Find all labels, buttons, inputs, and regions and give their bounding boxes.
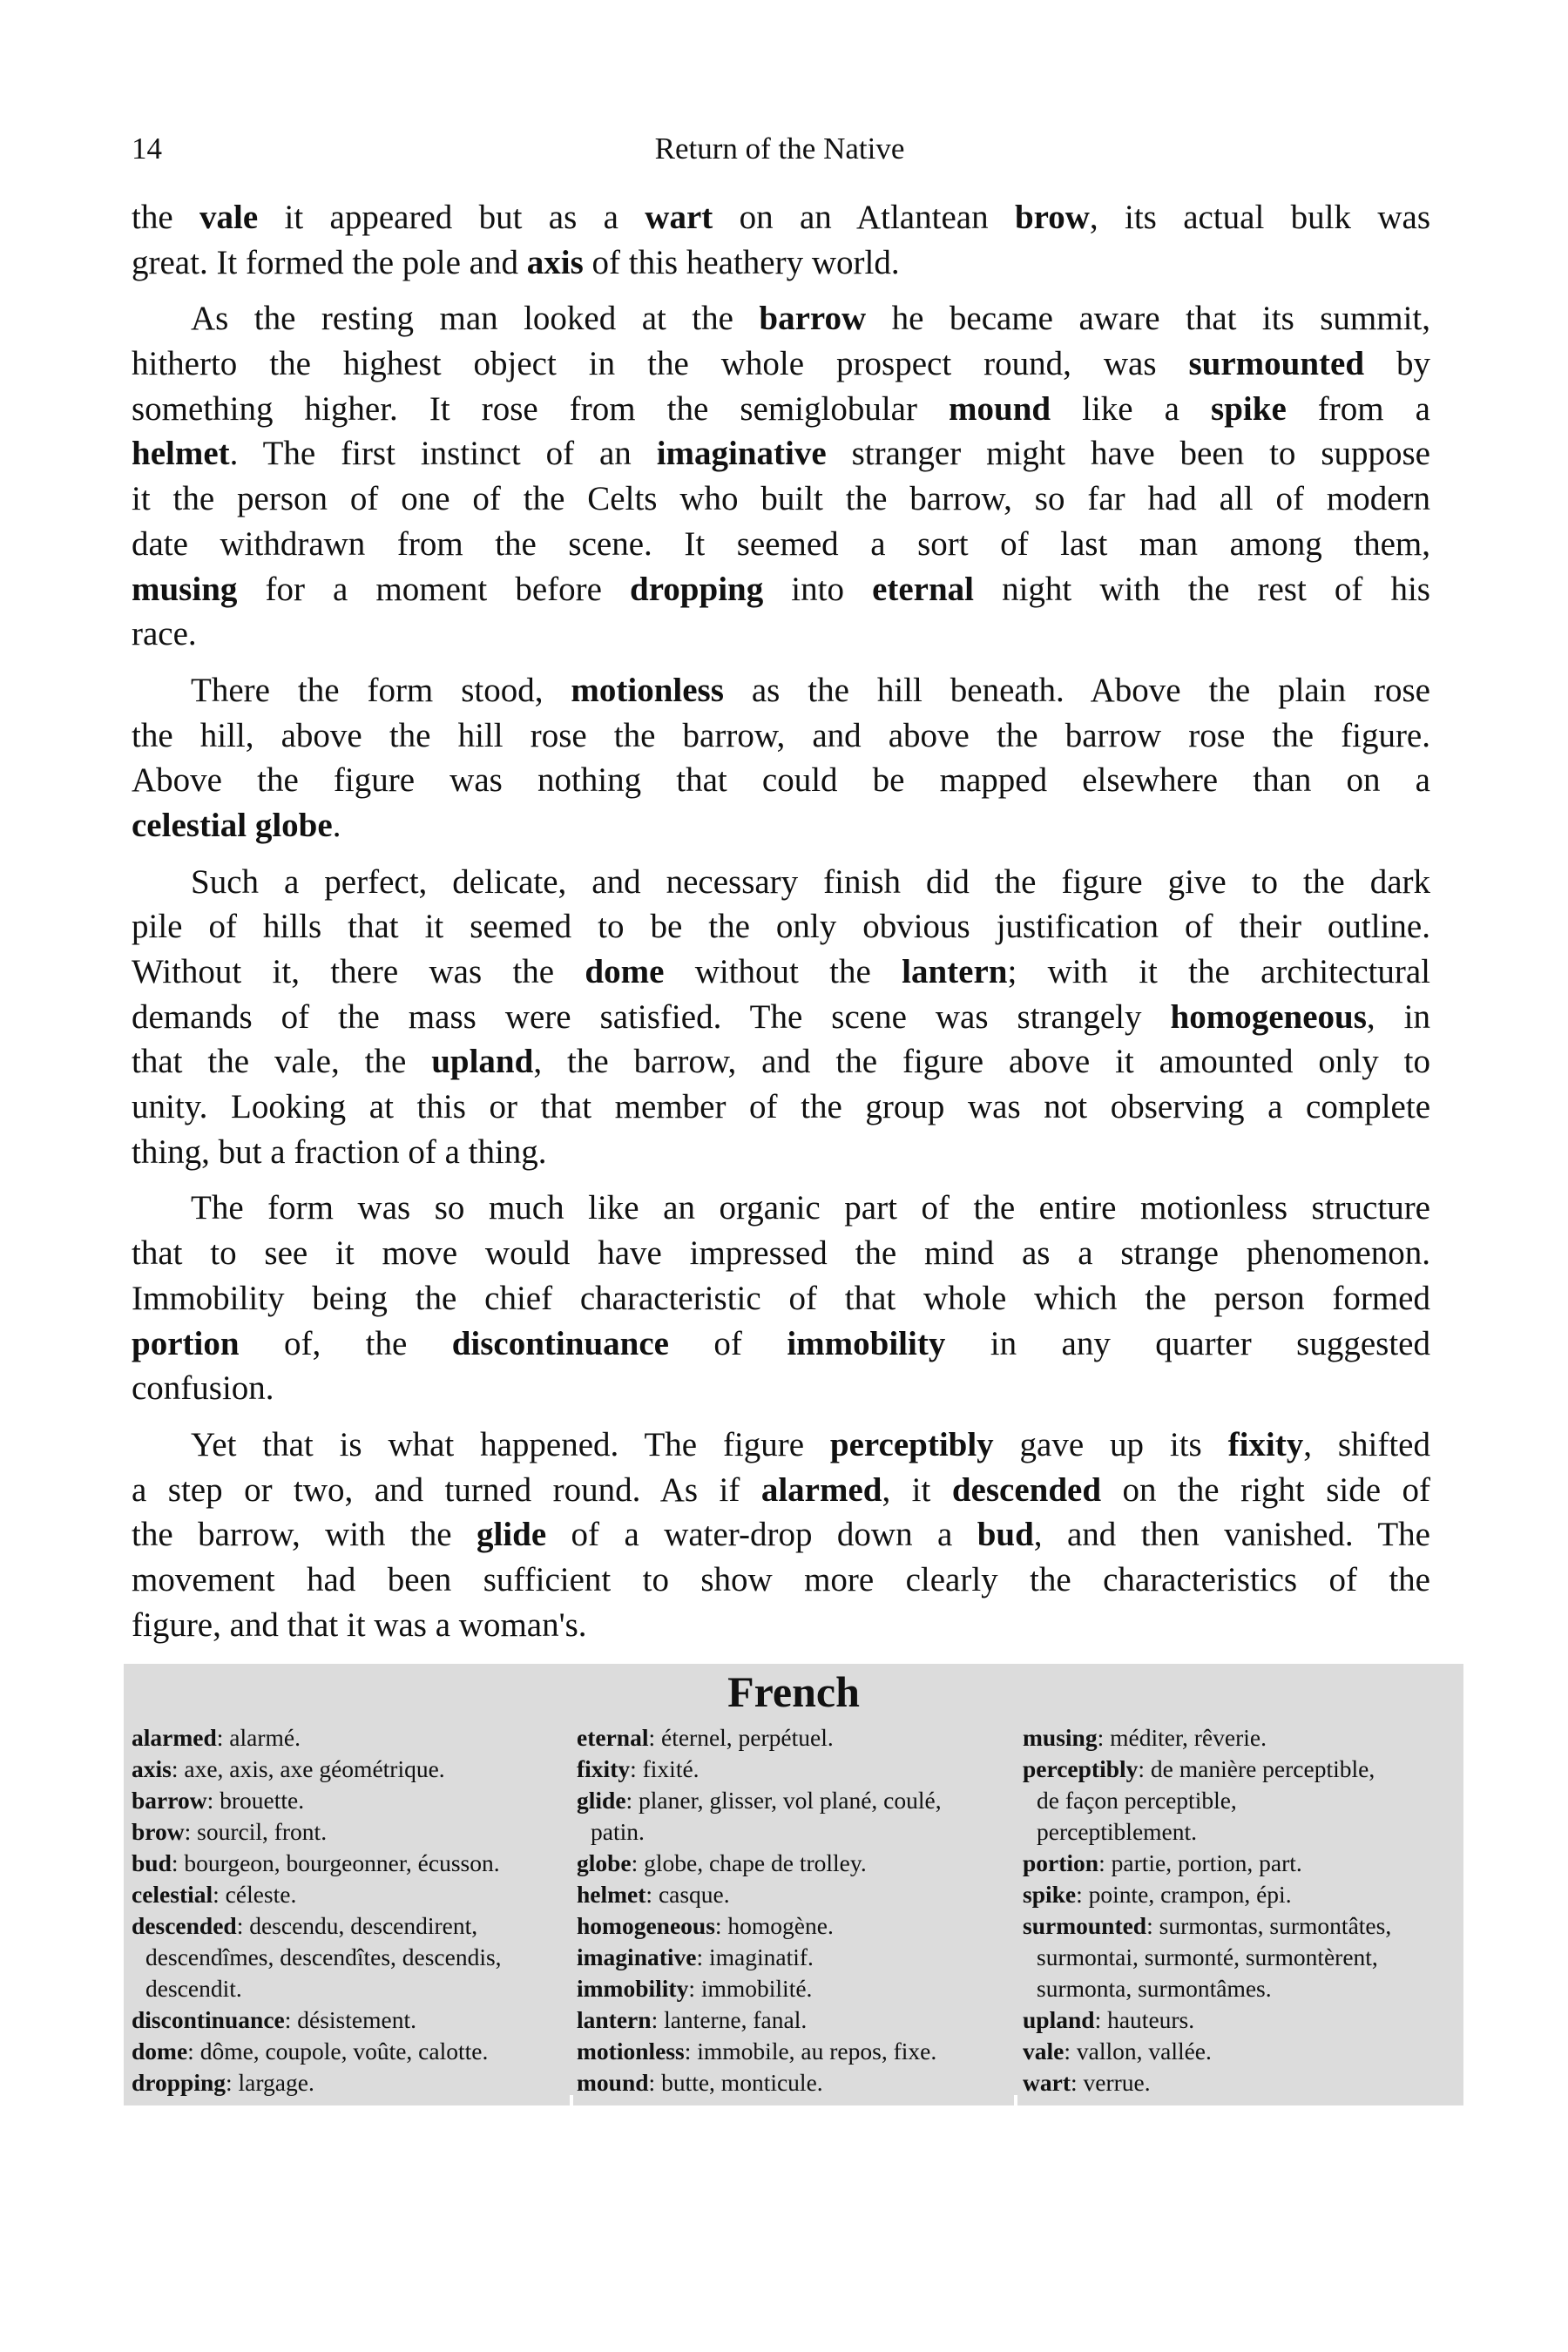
glossary-entry [577, 1879, 942, 1910]
text-run: of a water-drop down a [546, 1516, 977, 1554]
text-run: figure, and that it was a woman's. [132, 1605, 587, 1644]
text-line [132, 713, 1430, 759]
glossary-line: surmounted: surmontas, surmontâtes, [1023, 1912, 1392, 1939]
glossary-definition: hauteurs. [1107, 2006, 1195, 2033]
glossary-definition: imaginatif. [709, 1943, 814, 1970]
vocabulary-word: descended [951, 1470, 1102, 1509]
text-run: hitherto the highest object in the whole prospect round, was [132, 345, 1189, 383]
glossary-line: dropping: largage. [132, 2069, 314, 2096]
glossary-line [132, 1942, 502, 1973]
text-run: that the vale, the [132, 1043, 432, 1081]
text-run: The form was so much like an organic part of the entire motionless structure [191, 1189, 1430, 1227]
vocabulary-word: perceptibly [829, 1425, 994, 1463]
text-run: gave up its [993, 1425, 1228, 1463]
glossary-term: eternal [577, 1724, 649, 1751]
page-number: 14 [132, 132, 162, 166]
text-run: , shifted [1303, 1425, 1430, 1463]
text-run: ; with it the architectural [1007, 953, 1430, 990]
glossary-line: lantern: lanterne, fanal. [577, 2006, 808, 2033]
text-line [132, 1130, 1430, 1175]
text-line [132, 1468, 1430, 1513]
glossary-term: vale [1023, 2038, 1064, 2065]
text-run: Such a perfect, delicate, and necessary finish did the figure give to the dark [191, 862, 1430, 901]
text-run: Without it, there was the [132, 953, 585, 990]
vocabulary-word: dropping [630, 570, 764, 608]
glossary-line [577, 1816, 942, 1848]
glossary-line [1023, 1942, 1391, 1973]
text-line [132, 758, 1430, 803]
glossary-term: helmet [577, 1881, 646, 1908]
paragraph [132, 860, 1430, 1175]
glossary-column [1023, 1722, 1391, 2099]
glossary-line: glide: planer, glisser, vol plané, coulé, [577, 1787, 942, 1814]
text-run: it appeared but as a [258, 199, 645, 236]
text-run: . The first instinct of an [229, 435, 657, 473]
text-line [132, 1603, 1430, 1648]
glossary-entry [577, 2067, 942, 2099]
text-run: , and then vanished. The [1033, 1516, 1430, 1554]
glossary-line: mound: butte, monticule. [577, 2069, 823, 2096]
glossary-line: wart: verrue. [1023, 2069, 1151, 2096]
vocabulary-word: lantern [902, 953, 1008, 990]
glossary-term: musing [1023, 1724, 1098, 1751]
text-run: from a [1286, 389, 1430, 428]
glossary-definition: largage. [238, 2069, 314, 2096]
text-line [132, 1512, 1430, 1558]
glossary-definition: surmonta, surmontâmes. [1037, 1975, 1272, 2002]
vocabulary-word: celestial globe [132, 806, 333, 844]
text-run: for a moment before [237, 570, 631, 608]
text-line [132, 1558, 1430, 1603]
text-run: unity. Looking at this or that member of the group was not observing a complete [132, 1088, 1430, 1126]
glossary-definition: verrue. [1083, 2069, 1151, 2096]
glossary-term: spike [1023, 1881, 1077, 1908]
glossary-entry [132, 2067, 502, 2099]
glossary-definition: de manière perceptible, [1150, 1755, 1375, 1782]
glossary-line: immobility: immobilité. [577, 1975, 813, 2002]
glossary-line: imaginative: imaginatif. [577, 1943, 814, 1970]
text-run: something higher. It rose from the semiglobular [132, 389, 950, 428]
glossary-entry [1023, 1910, 1391, 2004]
paragraph [132, 296, 1430, 657]
glossary-line: discontinuance: désistement. [132, 2006, 416, 2033]
vocabulary-word: immobility [787, 1324, 946, 1362]
glossary-term: axis [132, 1755, 172, 1782]
glossary-entry [577, 1785, 942, 1848]
glossary-definition: globe, chape de trolley. [644, 1849, 867, 1876]
glossary-entry [1023, 1879, 1391, 1910]
text-line [132, 904, 1430, 950]
glossary-term: immobility [577, 1975, 689, 2002]
text-run: stranger might have been to suppose [826, 435, 1430, 473]
text-run: , the barrow, and the figure above it amounted only to [533, 1043, 1430, 1081]
vocabulary-word: wart [645, 199, 713, 236]
glossary-line: portion: partie, portion, part. [1023, 1849, 1302, 1876]
glossary-definition: patin. [591, 1818, 645, 1845]
glossary-entry [1023, 2036, 1391, 2067]
glossary-definition: descendîmes, descendîtes, descendis, [145, 1943, 502, 1970]
column-divider [1014, 2095, 1017, 2105]
vocabulary-word: barrow [759, 300, 867, 338]
text-line [132, 1366, 1430, 1411]
glossary-entry [577, 1722, 942, 1754]
glossary-entry [132, 2004, 502, 2036]
glossary-definition: descendu, descendirent, [249, 1912, 478, 1939]
glossary-definition: butte, monticule. [661, 2069, 823, 2096]
glossary-line: celestial: céleste. [132, 1881, 297, 1908]
glossary-term: alarmed [132, 1724, 217, 1751]
paragraph [132, 1423, 1430, 1647]
vocabulary-word: homogeneous [1170, 997, 1367, 1036]
glossary-term: portion [1023, 1849, 1099, 1876]
text-run: , in [1366, 997, 1430, 1036]
glossary-column [132, 1722, 502, 2099]
vocabulary-word: musing [132, 570, 238, 608]
text-line [132, 296, 1430, 341]
glossary-title: French [727, 1667, 860, 1716]
text-line [132, 860, 1430, 905]
glossary-definition: pointe, crampon, épi. [1088, 1881, 1292, 1908]
column-divider [570, 2095, 573, 2105]
paragraph [132, 1186, 1430, 1410]
running-title: Return of the Native [654, 132, 905, 166]
text-run: it the person of one of the Celts who built the barrow, so far had all of modern [132, 480, 1430, 518]
vocabulary-word: bud [977, 1516, 1034, 1554]
text-run: There the form stood, [191, 671, 571, 709]
glossary-entry [577, 1942, 942, 1973]
glossary-definition: surmontas, surmontâtes, [1159, 1912, 1392, 1939]
text-run: of [668, 1324, 787, 1362]
text-run: As the resting man looked at the [191, 300, 760, 338]
glossary-line [132, 1973, 502, 2004]
glossary-line [1023, 1785, 1391, 1816]
glossary-term: dome [132, 2038, 188, 2065]
vocabulary-word: surmounted [1188, 345, 1365, 383]
text-run: like a [1051, 389, 1212, 428]
paragraph [132, 195, 1430, 285]
text-run: into [763, 570, 873, 608]
text-run: a step or two, and turned round. As if [132, 1470, 761, 1509]
text-run: movement had been sufficient to show more clearly the characteristics of the [132, 1560, 1430, 1598]
glossary-entry [132, 1848, 502, 1879]
glossary-entry [132, 1754, 502, 1785]
glossary-term: celestial [132, 1881, 213, 1908]
glossary-line: globe: globe, chape de trolley. [577, 1849, 867, 1876]
glossary-entry [1023, 1848, 1391, 1879]
glossary-line: dome: dôme, coupole, voûte, calotte. [132, 2038, 489, 2065]
glossary-definition: éternel, perpétuel. [660, 1724, 834, 1751]
glossary-line: barrow: brouette. [132, 1787, 305, 1814]
text-run: demands of the mass were satisfied. The scene was strangely [132, 997, 1171, 1036]
glossary-entry [1023, 2067, 1391, 2099]
glossary-line: axis: axe, axis, axe géométrique. [132, 1755, 445, 1782]
vocabulary-word: motionless [571, 671, 724, 709]
glossary-entry [132, 1816, 502, 1848]
text-run: Yet that is what happened. The figure [191, 1425, 830, 1463]
text-run: thing, but a fraction of a thing. [132, 1132, 547, 1171]
glossary-entry [132, 1785, 502, 1816]
glossary-term: upland [1023, 2006, 1095, 2033]
glossary-line: perceptibly: de manière perceptible, [1023, 1755, 1375, 1782]
text-line [132, 950, 1430, 995]
glossary-term: imaginative [577, 1943, 697, 1970]
text-run: that to see it move would have impressed the mind as a strange phenomenon. [132, 1234, 1430, 1273]
glossary-entry [577, 1910, 942, 1942]
text-run: on the right side of [1101, 1470, 1430, 1509]
glossary-term: surmounted [1023, 1912, 1147, 1939]
glossary-line: upland: hauteurs. [1023, 2006, 1195, 2033]
vocabulary-word: dome [585, 953, 665, 990]
glossary-term: barrow [132, 1787, 207, 1814]
glossary-term: dropping [132, 2069, 226, 2096]
glossary-line: bud: bourgeon, bourgeonner, écusson. [132, 1849, 500, 1876]
text-line [132, 476, 1430, 522]
glossary-definition: homogène. [727, 1912, 834, 1939]
text-run: the barrow, with the [132, 1516, 476, 1554]
glossary-box [124, 1664, 1463, 2105]
vocabulary-word: axis [526, 243, 584, 281]
text-line [132, 1423, 1430, 1468]
glossary-entry [1023, 2004, 1391, 2036]
glossary-column [577, 1722, 942, 2099]
text-run: he became aware that its summit, [866, 300, 1430, 338]
text-run: the [132, 199, 199, 236]
vocabulary-word: mound [949, 389, 1051, 428]
glossary-term: globe [577, 1849, 632, 1876]
glossary-line: fixity: fixité. [577, 1755, 700, 1782]
glossary-line: alarmed: alarmé. [132, 1724, 301, 1751]
glossary-line [1023, 1973, 1391, 2004]
glossary-definition: méditer, rêverie. [1110, 1724, 1267, 1751]
glossary-line [1023, 1816, 1391, 1848]
text-run: on an Atlantean [713, 199, 1015, 236]
glossary-entry [132, 2036, 502, 2067]
text-line [132, 1186, 1430, 1231]
vocabulary-word: brow [1014, 199, 1090, 236]
glossary-definition: descendit. [145, 1975, 242, 2002]
glossary-line: musing: méditer, rêverie. [1023, 1724, 1267, 1751]
vocabulary-word: vale [199, 199, 259, 236]
glossary-definition: brouette. [220, 1787, 305, 1814]
glossary-definition: fixité. [642, 1755, 700, 1782]
text-run: , its actual bulk was [1089, 199, 1430, 236]
glossary-line: descended: descendu, descendirent, [132, 1912, 478, 1939]
glossary-term: bud [132, 1849, 172, 1876]
glossary-definition: sourcil, front. [197, 1818, 328, 1845]
glossary-entry [1023, 1722, 1391, 1754]
vocabulary-word: alarmed [760, 1470, 882, 1509]
glossary-term: lantern [577, 2006, 652, 2033]
text-run: Immobility being the chief characteristic of that whole which the person formed [132, 1279, 1430, 1317]
glossary-term: motionless [577, 2038, 685, 2065]
text-line [132, 387, 1430, 432]
glossary-line: spike: pointe, crampon, épi. [1023, 1881, 1292, 1908]
glossary-definition: casque. [658, 1881, 730, 1908]
glossary-definition: planer, glisser, vol plané, coulé, [639, 1787, 942, 1814]
text-line [132, 668, 1430, 713]
glossary-line: eternal: éternel, perpétuel. [577, 1724, 834, 1751]
glossary-entry [132, 1910, 502, 2004]
text-line [132, 612, 1430, 657]
text-line [132, 1085, 1430, 1130]
text-line [132, 567, 1430, 612]
text-line [132, 803, 1430, 848]
glossary-definition: vallon, vallée. [1076, 2038, 1212, 2065]
glossary-entry [132, 1722, 502, 1754]
vocabulary-word: portion [132, 1324, 240, 1362]
text-run: date withdrawn from the scene. It seemed a sort of last man among them, [132, 524, 1430, 563]
text-run: of this heathery world. [583, 243, 900, 281]
text-run: the hill, above the hill rose the barrow, and above the barrow rose the figure. [132, 716, 1430, 754]
glossary-definition: céleste. [225, 1881, 297, 1908]
vocabulary-word: fixity [1227, 1425, 1304, 1463]
glossary-term: glide [577, 1787, 626, 1814]
text-run: by [1364, 345, 1431, 383]
text-line [132, 522, 1430, 567]
vocabulary-word: helmet [132, 435, 230, 473]
text-line [132, 240, 1430, 286]
glossary-definition: perceptiblement. [1037, 1818, 1198, 1845]
text-line [132, 1039, 1430, 1085]
text-run: without the [664, 953, 902, 990]
text-run: in any quarter suggested [945, 1324, 1430, 1362]
text-line [132, 1231, 1430, 1276]
glossary-definition: dôme, coupole, voûte, calotte. [199, 2038, 489, 2065]
vocabulary-word: eternal [872, 570, 975, 608]
glossary-entry [577, 2004, 942, 2036]
glossary-term: wart [1023, 2069, 1071, 2096]
glossary-term: descended [132, 1912, 237, 1939]
glossary-line: brow: sourcil, front. [132, 1818, 328, 1845]
glossary-entry [577, 1754, 942, 1785]
text-line [132, 1321, 1430, 1367]
glossary-entry [577, 1973, 942, 2004]
text-line [132, 431, 1430, 476]
glossary-line: helmet: casque. [577, 1881, 730, 1908]
text-run: Above the figure was nothing that could be mapped elsewhere than on a [132, 761, 1430, 800]
text-run: race. [132, 615, 197, 653]
glossary-line: motionless: immobile, au repos, fixe. [577, 2038, 937, 2065]
vocabulary-word: imaginative [656, 435, 827, 473]
glossary-entry [132, 1879, 502, 1910]
glossary-entry [577, 2036, 942, 2067]
text-line [132, 995, 1430, 1040]
glossary-term: mound [577, 2069, 649, 2096]
glossary-definition: surmontai, surmonté, surmontèrent, [1037, 1943, 1378, 1970]
text-run: , it [882, 1470, 952, 1509]
text-line [132, 1276, 1430, 1321]
glossary-term: homogeneous [577, 1912, 715, 1939]
text-line [132, 341, 1430, 387]
glossary-line: vale: vallon, vallée. [1023, 2038, 1212, 2065]
glossary-line: homogeneous: homogène. [577, 1912, 834, 1939]
glossary-definition: lanterne, fanal. [664, 2006, 808, 2033]
vocabulary-word: discontinuance [451, 1324, 669, 1362]
text-run: as the hill beneath. Above the plain rose [723, 671, 1430, 709]
vocabulary-word: glide [476, 1516, 547, 1554]
text-run: of, the [239, 1324, 452, 1362]
paragraph [132, 668, 1430, 848]
text-run: pile of hills that it seemed to be the only obvious justification of their outline. [132, 908, 1430, 946]
glossary-term: perceptibly [1023, 1755, 1139, 1782]
glossary-term: brow [132, 1818, 185, 1845]
glossary-definition: partie, portion, part. [1111, 1849, 1302, 1876]
vocabulary-word: spike [1211, 389, 1287, 428]
text-run: confusion. [132, 1369, 274, 1408]
glossary-definition: bourgeon, bourgeonner, écusson. [184, 1849, 500, 1876]
glossary-term: fixity [577, 1755, 631, 1782]
glossary-definition: de façon perceptible, [1037, 1787, 1237, 1814]
text-run: . [332, 806, 341, 844]
glossary-definition: désistement. [297, 2006, 416, 2033]
glossary-definition: immobile, au repos, fixe. [697, 2038, 937, 2065]
glossary-term: discontinuance [132, 2006, 285, 2033]
text-run: night with the rest of his [974, 570, 1430, 608]
glossary-definition: immobilité. [700, 1975, 813, 2002]
text-run: great. It formed the pole and [132, 243, 527, 281]
text-line [132, 195, 1430, 240]
glossary-entry [1023, 1754, 1391, 1848]
glossary-entry [577, 1848, 942, 1879]
body-text [132, 195, 1430, 1659]
glossary-definition: axe, axis, axe géométrique. [184, 1755, 445, 1782]
glossary-definition: alarmé. [229, 1724, 301, 1751]
vocabulary-word: upland [431, 1043, 534, 1081]
